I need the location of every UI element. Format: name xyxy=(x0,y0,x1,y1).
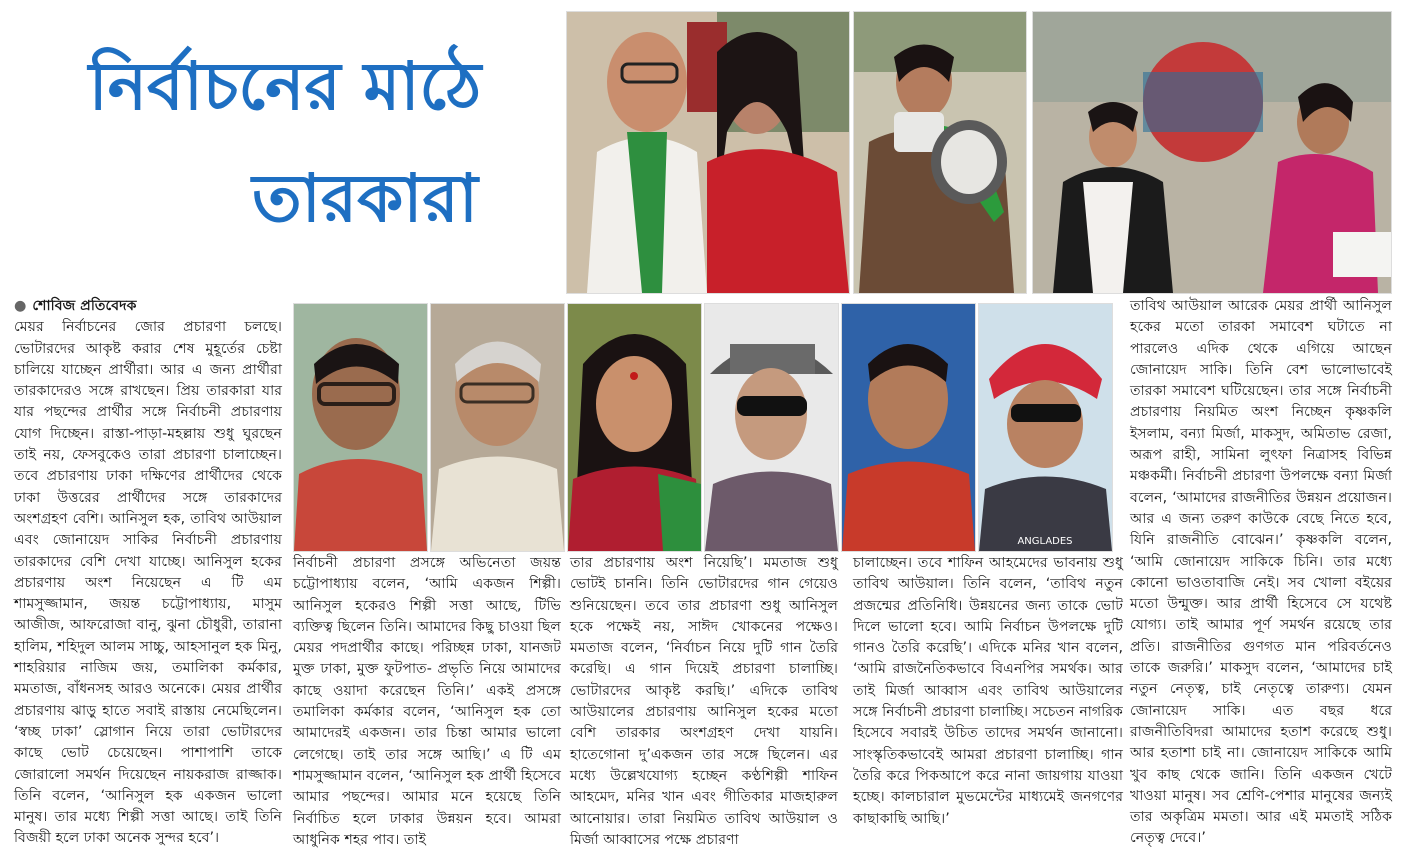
portrait-1 xyxy=(293,303,428,552)
byline xyxy=(14,296,282,317)
portrait-5 xyxy=(841,303,976,552)
portrait-6 xyxy=(978,303,1113,552)
column-1-text: মেয়র নির্বাচনের জোর প্রচারণা চলছে। ভোটারদের আকৃষ্ট করার শেষ মুহূর্তের চেষ্টা চালিয়ে যাচ্ছেন প্রার্থীরা। আর এ জন্য প্রার্থীরা তারকাদেরও সঙ্গে রাখছেন। প্রিয় তারকারা যার যার পছন্দের প্রার্থীর সঙ্গে নির্বাচনী প্রচারণায় যোগ দিচ্ছেন। রাস্তা-পাড়া-মহল্লায় শুধু ঘুরছেন তাই নয়, ফেসবুকেও তারা প্রচারণা চালাচ্ছেন। তবে প্রচারণায় ঢাকা দক্ষিণের প্রার্থীদের থেকে ঢাকা উত্তরের প্রার্থীদের সঙ্গে তারকাদের অংশগ্রহণ বেশি। আনিসুল হক, তাবিথ আউয়াল এবং জোনায়েদ সাকির নির্বাচনী প্রচারণায় তারকাদের বেশি দেখা যাচ্ছে। আনিসুল হকের প্রচারণায় অংশ নিয়েছেন এ টি এম শামসুজ্জামান, জয়ন্ত চট্টোপাধ্যায়, মাসুম আজীজ, আফরোজা বানু, ঝুনা চৌধুরী, তারানা হালিম, শহিদুল আলম সাচ্চু, আহসানুল হক মিনু, শাহরিয়ার নাজিম জয়, তমালিকা কর্মকার, মমতাজ, বাঁধনসহ আরও অনেকে। মেয়র প্রার্থীর প্রচারণায় ঝাড়ু হাতে সবাই রাস্তায় নেমেছিলেন। ‘স্বচ্ছ ঢাকা’ স্লোগান নিয়ে তারা ভোটারদের কাছে ভোট চেয়েছেন। পাশাপাশি তাকে জোরালো সমর্থন দিয়েছেন নায়করাজ রাজ্জাক। তিনি বলেন, ‘আনিসুল হক একজন ভালো মানুষ। তার মধ্যে শিল্পী সত্তা আছে। তাই তিনি বিজয়ী হলে ঢাকা অনেক সুন্দর হবে’। xyxy=(14,319,282,847)
article-column-2 xyxy=(293,553,561,851)
photo-woman-with-megaphone xyxy=(853,11,1027,294)
headline xyxy=(20,30,550,254)
portrait-2 xyxy=(430,303,565,552)
byline-text: শোবিজ প্রতিবেদক xyxy=(32,298,137,314)
article-column-3 xyxy=(570,553,838,851)
article-column-1 xyxy=(14,296,282,850)
bullet-icon: ● xyxy=(14,298,27,314)
article-column-5 xyxy=(1130,296,1392,850)
portrait-4 xyxy=(704,303,839,552)
photo-campaigners-street xyxy=(1032,11,1392,294)
column-4-text: চালাচ্ছেন। তবে শাফিন আহমেদের ভাবনায় শুধু তাবিথ আউয়াল। তিনি বলেন, ‘তাবিথ নতুন প্রজন্মের প্রতিনিধি। উন্নয়নের জন্য তাকে ভোট দিলে ভালো হবে। আমি নির্বাচন উপলক্ষে দুটি গানও তৈরি করেছি’। এদিকে মনির খান বলেন, ‘আমি রাজনৈতিকভাবে বিএনপির সমর্থক। আর তাই মির্জা আব্বাস এবং তাবিথ আউয়ালের সঙ্গে নির্বাচনী প্রচারণা চালাচ্ছি। সচেতন নাগরিক হিসেবে সবারই উচিত তাদের সমর্থন জানানো। সাংস্কৃতিকভাবেই আমরা প্রচারণা চালাচ্ছি। গান তৈরি করে পিকআপে করে নানা জায়গায় যাওয়া হচ্ছে। কালচারাল মুভমেন্টের মাধ্যমেই জনগণের কাছাকাছি আছি।’ xyxy=(853,555,1123,827)
column-2-text: নির্বাচনী প্রচারণা প্রসঙ্গে অভিনেতা জয়ন্ত চট্টোপাধ্যায় বলেন, ‘আমি একজন শিল্পী। আনিসুল হকেরও শিল্পী সত্তা আছে, টিভি ব্যক্তিত্ব ছিলেন তিনি। আমাদের কিছু চাওয়া ছিল মেয়র পদপ্রার্থীর কাছে। পরিচ্ছন্ন ঢাকা, যানজট মুক্ত ঢাকা, মুক্ত ফুটপাত- প্রভৃতি নিয়ে আমাদের কাছে ওয়াদা করেছেন তিনি।’ একই প্রসঙ্গে তমালিকা কর্মকার বলেন, ‘আনিসুল হক তো আমাদেরই একজন। তার চিন্তা আমার ভালো লেগেছে। তাই তার সঙ্গে আছি।’ এ টি এম শামসুজ্জামান বলেন, ‘আনিসুল হক প্রার্থী হিসেবে আমার পছন্দের। আমার মনে হয়েছে তিনি নির্বাচিত হলে ঢাকার উন্নয়ন হবে। আমরা আধুনিক শহর পাব। তাই xyxy=(293,555,561,848)
article-column-4 xyxy=(853,553,1123,830)
photo-elder-and-actress xyxy=(566,11,850,294)
headline-line-1: নির্বাচনের মাঠে xyxy=(88,47,482,125)
column-5-text: তাবিথ আউয়াল আরেক মেয়র প্রার্থী আনিসুল হকের মতো তারকা সমাবেশ ঘটাতে না পারলেও এদিক থেকে এগিয়ে আছেন জোনায়েদ সাকি। তিনি বেশ ভালোভাবেই তারকা সমাবেশ ঘটিয়েছেন। তার সঙ্গে নির্বাচনী প্রচারণায় নিয়মিত অংশ নিচ্ছেন কৃষ্ণকলি ইসলাম, বন্যা মির্জা, মাকসুদ, অমিতাভ রেজা, অরূপ রাহী, সামিনা লুৎফা নিত্রাসহ বিভিন্ন মঞ্চকর্মী। নির্বাচনী প্রচারণা উপলক্ষে বন্যা মির্জা বলেন, ‘আমাদের রাজনীতির উন্নয়ন প্রয়োজন। আর এ জন্য তরুণ কাউকে বেছে নিতে হবে, যিনি রাজনীতি বোঝেন।’ কৃষ্ণকলি বলেন, ‘আমি জোনায়েদ সাকিকে চিনি। তার মধ্যে কোনো ভাওতাবাজি নেই। সব খোলা বইয়ের মতো উন্মুক্ত। আর প্রার্থী হিসেবে সে যথেষ্ট যোগ্য। তাই আমার পূর্ণ সমর্থন রয়েছে তার প্রতি। রাজনীতির গুণগত মান পরিবর্তনেও তাকে জরুরি।’ মাকসুদ বলেন, ‘আমাদের চাই নতুন নেতৃত্ব, চাই নেতৃত্বে তারুণ্য। যেমন জোনায়েদ সাকি। এত বছর ধরে রাজনীতিবিদরা আমাদের হতাশ করেছে শুধু। আর হতাশা চাই না। জোনায়েদ সাকিকে আমি খুব কাছ থেকে জানি। তিনি একজন খেটে খাওয়া মানুষ। সব শ্রেণি-পেশার মানুষের জন্যই তার অকৃত্রিম মমতা। আর এই মমতাই সঠিক নেতৃত্ব দেবে।’ xyxy=(1130,298,1392,847)
portrait-3 xyxy=(567,303,702,552)
shirt-print-text: ANGLADES xyxy=(1017,536,1073,547)
column-3-text: তার প্রচারণায় অংশ নিয়েছি’। মমতাজ শুধু ভোটই চাননি। তিনি ভোটারদের গান গেয়েও শুনিয়েছেন। তবে তার প্রচারণা শুধু আনিসুল হকে পক্ষেই নয়, সাঈদ খোকনের পক্ষেও। মমতাজ বলেন, ‘নির্বাচন নিয়ে দুটি গান তৈরি করেছি। এ গান দিয়েই প্রচারণা চালাচ্ছি। ভোটারদের আকৃষ্ট করছি।’ এদিকে তাবিথ আউয়ালের প্রচারণায় আনিসুল হকের মতো বেশি তারকার অংশগ্রহণ দেখা যায়নি। হাতেগোনা দু’একজন তার সঙ্গে ছিলেন। এর মধ্যে উল্লেখযোগ্য হচ্ছেন কণ্ঠশিল্পী শাফিন আহমেদ, মনির খান এবং গীতিকার মাজহারুল আনোয়ার। তারা নিয়মিত তাবিথ আউয়াল ও মির্জা আব্বাসের পক্ষে প্রচারণা xyxy=(570,555,838,848)
headline-line-2: তারকারা xyxy=(252,159,478,237)
